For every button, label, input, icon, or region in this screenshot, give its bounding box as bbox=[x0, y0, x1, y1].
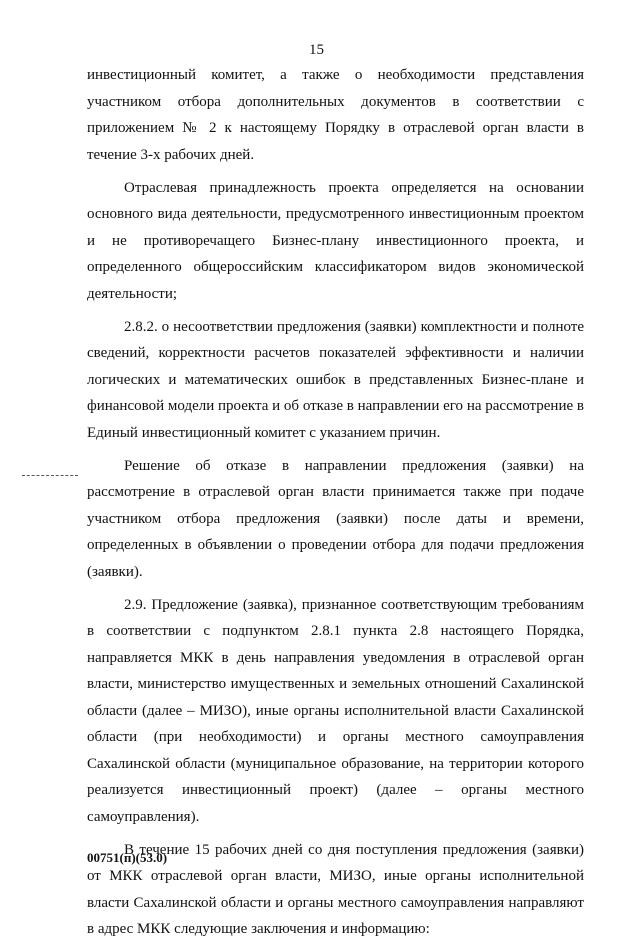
paragraph-sector-affiliation: Отраслевая принадлежность проекта определяется на основании основного вида деятельности, предусмотренного инвестиционным проектом и не противоречащего Бизнес-плану инвестиционного проекта, и определенного общероссийским классификатором видов экономической деятельности; bbox=[87, 179, 584, 302]
paragraph-refusal-decision: Решение об отказе в направлении предложения (заявки) на рассмотрение в отраслевой орган власти принимается также при подаче участником отбора предложения (заявки) после даты и времени, определенных в объявлении о проведении отбора для подачи предложения (заявки). bbox=[87, 457, 584, 580]
paragraph-2-8-2: 2.8.2. о несоответствии предложения (заявки) комплектности и полноте сведений, корректности расчетов показателей эффективности и наличии логических и математических ошибок в представленных Бизнес-плане и финансовой модели проекта и об отказе в направлении его на рассмотрение в Единый инвестиционный комитет с указанием причин. bbox=[87, 318, 584, 441]
paragraph-2-9: 2.9. Предложение (заявка), признанное соответствующим требованиям в соответствии с подпунктом 2.8.1 пункта 2.8 настоящего Порядка, направляется МКК в день направления уведомления в отраслевой орган власти, министерство имущественных и земельных отношений Сахалинской области (далее – МИЗО), иные органы исполнительной власти Сахалинской области (при необходимости) и органы местного самоуправления Сахалинской области (муниципальное образование, на территории которого реализуется инвестиционный проект) (далее – органы местного самоуправления). bbox=[87, 596, 584, 825]
scan-dash-mark bbox=[22, 475, 78, 476]
document-body bbox=[87, 62, 584, 949]
document-code: 00751(п)(53.0) bbox=[87, 850, 168, 865]
paragraph-continuation: инвестиционный комитет, а также о необходимости представления участником отбора дополнительных документов в соответствии с приложением № 2 к настоящему Порядку в отраслевой орган власти в течение 3-х рабочих дней. bbox=[87, 67, 584, 163]
paragraph-15-days: В течение 15 рабочих дней со дня поступления предложения (заявки) от МКК отраслевой орган власти, МИЗО, иные органы исполнительной власти Сахалинской области и органы местного самоуправления направляют в адрес МКК следующие заключения и информацию: bbox=[87, 841, 584, 937]
page-number: 15 bbox=[309, 42, 324, 58]
